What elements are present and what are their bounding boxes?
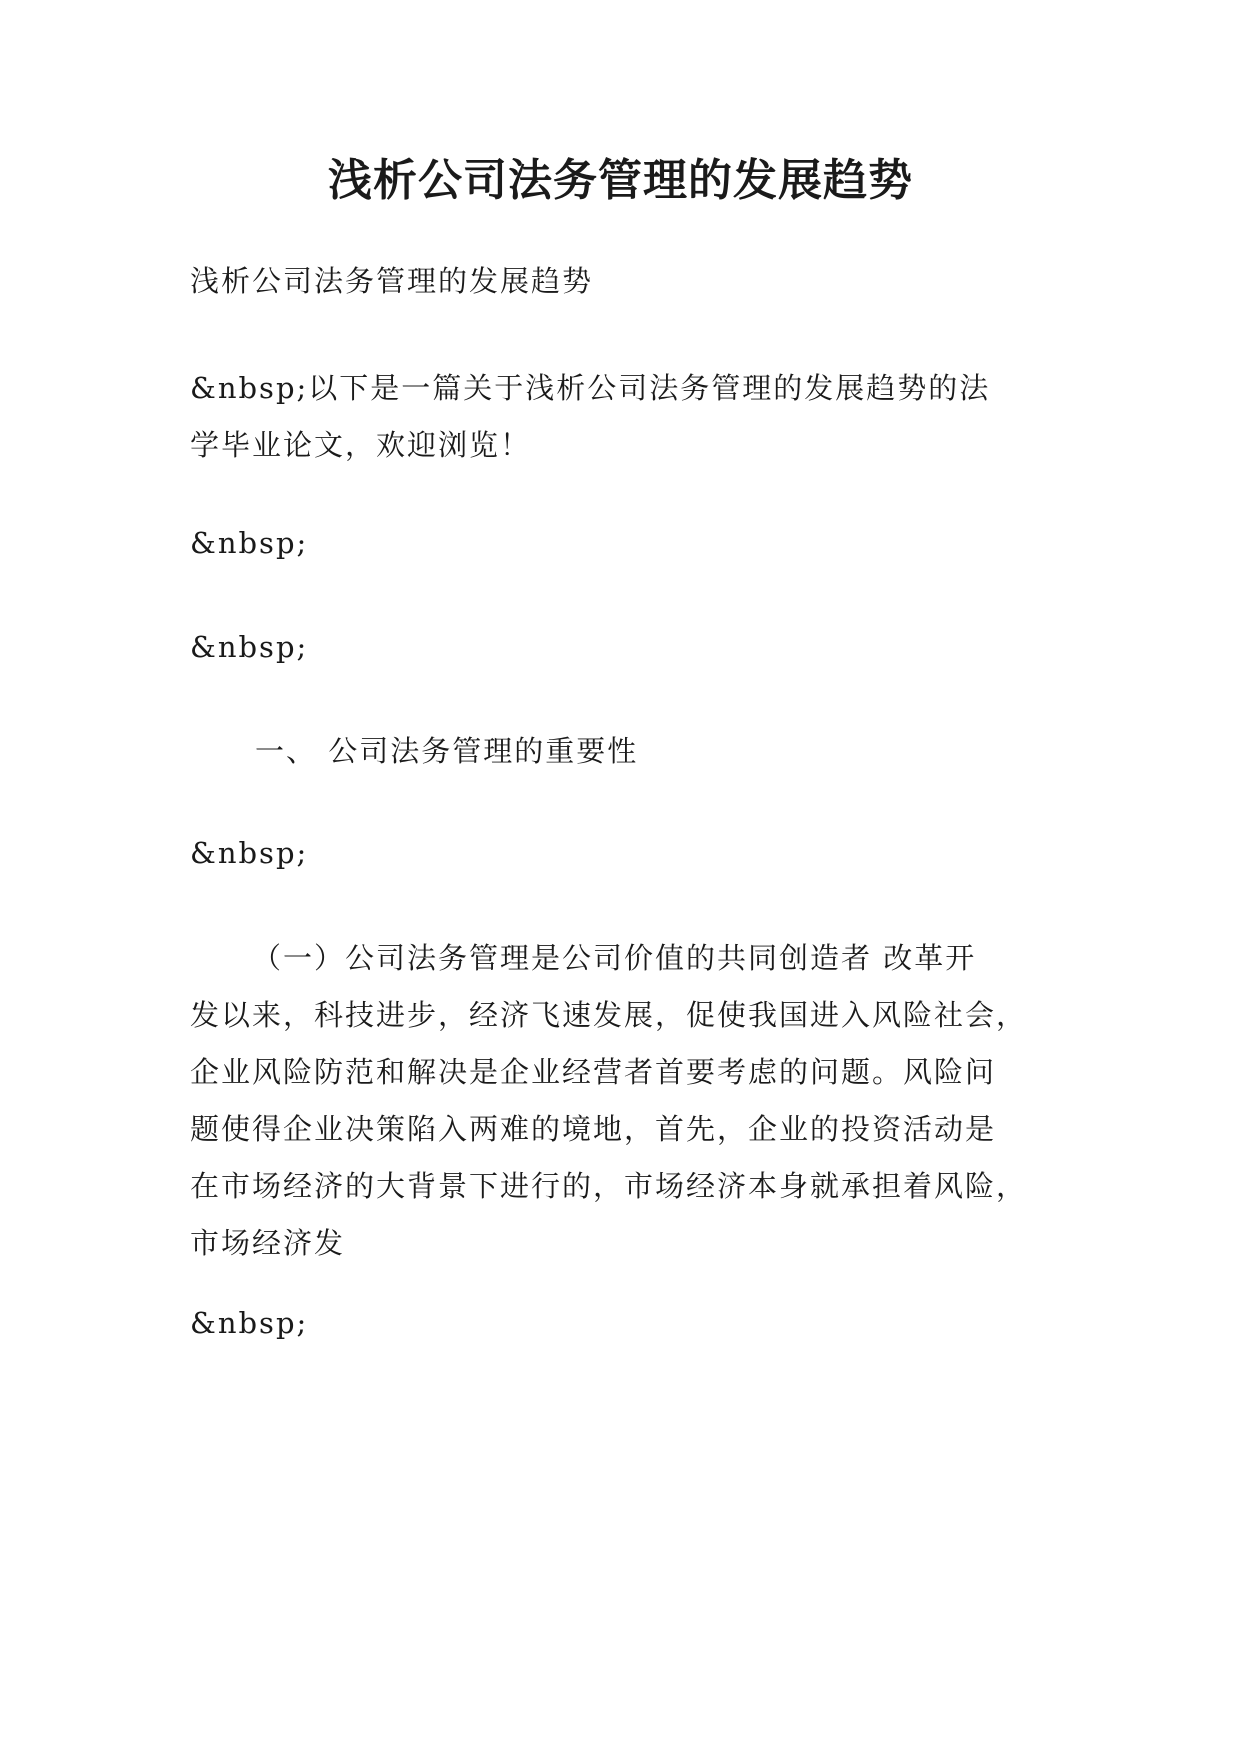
intro-line: 学毕业论文，欢迎浏览！ (190, 428, 532, 462)
nbsp-line: &nbsp; (190, 630, 309, 664)
body-line: 在市场经济的大背景下进行的，市场经济本身就承担着风险， (190, 1169, 1028, 1203)
document-title: 浅析公司法务管理的发展趋势 (328, 155, 913, 206)
section-heading: 一、 公司法务管理的重要性 (255, 734, 639, 768)
body-line: 发以来，科技进步，经济飞速发展，促使我国进入风险社会， (190, 998, 1028, 1032)
body-paragraph (190, 930, 1050, 1272)
intro-line: &nbsp;以下是一篇关于浅析公司法务管理的发展趋势的法 (190, 371, 991, 405)
body-line: （一）公司法务管理是公司价值的共同创造者 改革开 (252, 941, 977, 975)
intro-paragraph (190, 360, 1050, 474)
nbsp-line: &nbsp; (190, 1306, 309, 1340)
body-line: 企业风险防范和解决是企业经营者首要考虑的问题。风险问 (190, 1055, 997, 1089)
body-line: 题使得企业决策陷入两难的境地，首先，企业的投资活动是 (190, 1112, 997, 1146)
body-line: 市场经济发 (190, 1226, 346, 1260)
subtitle-line: 浅析公司法务管理的发展趋势 (190, 264, 594, 298)
nbsp-line: &nbsp; (190, 836, 309, 870)
nbsp-line: &nbsp; (190, 526, 309, 560)
